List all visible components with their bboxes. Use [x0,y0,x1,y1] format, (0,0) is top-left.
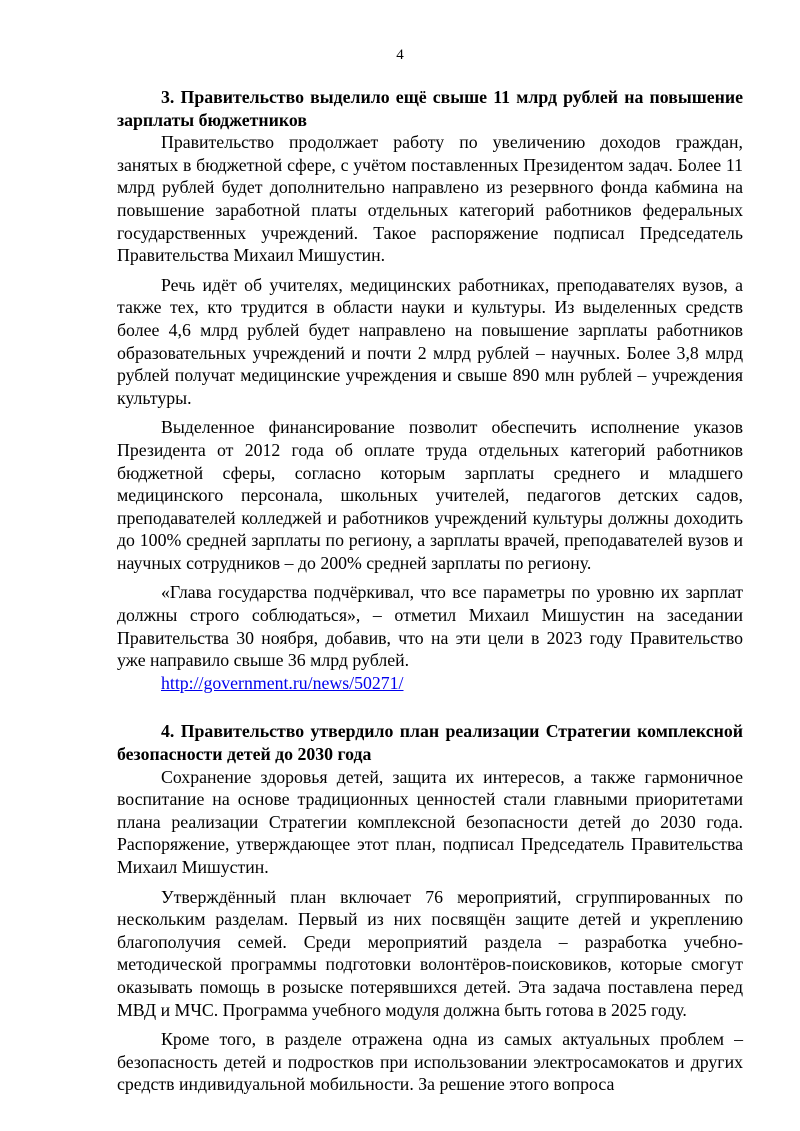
paragraph: Правительство продолжает работу по увеличению доходов граждан, занятых в бюджетной сфере, с учётом поставленных Президентом задач. Более 11 млрд рублей будет дополнительно направлено из резервного фонда кабмина на повышение заработной платы отдельных категорий работников федеральных государственных учреждений. Такое распоряжение подписал Председатель Правительства Михаил Мишустин. [117,132,743,266]
section-title: 4. Правительство утвердило план реализации Стратегии комплексной безопасности детей до 2030 года [117,721,743,765]
paragraph: «Глава государства подчёркивал, что все параметры по уровню их зарплат должны строго соблюдаться», – отметил Михаил Мишустин на заседании Правительства 30 ноября, добавив, что на эти цели в 2023 году Правительство уже направило свыше 36 млрд рублей. [117,582,743,671]
section-spacer [117,694,743,720]
source-link[interactable]: http://government.ru/news/50271/ [161,672,404,693]
section-title: 3. Правительство выделило ещё свыше 11 млрд рублей на повышение зарплаты бюджетников [117,87,743,130]
paragraph: Утверждённый план включает 76 мероприятий, сгруппированных по нескольким разделам. Первый из них посвящён защите детей и укреплению благополучия семей. Среди мероприятий раздела – разработка учебно-методической программы подготовки волонтёров-поисковиков, которые смогут оказывать помощь в розыске потерявшихся детей. Эта задача поставлена перед МВД и МЧС. Программа учебного модуля должна быть готова в 2025 году. [117,886,743,1020]
document-body [117,86,743,1096]
paragraph: Выделенное финансирование позволит обеспечить исполнение указов Президента от 2012 года об оплате труда отдельных категорий работников бюджетной сферы, согласно которым зарплаты среднего и младшего медицинского персонала, школьных учителей, педагогов детских садов, преподавателей колледжей и работников учреждений культуры должны доходить до 100% средней зарплаты по региону, а зарплаты врачей, преподавателей вузов и научных сотрудников – до 200% средней зарплаты по региону. [117,417,743,573]
page-number: 4 [396,47,404,63]
paragraph: Речь идёт об учителях, медицинских работниках, преподавателях вузов, а также тех, кто трудится в области науки и культуры. Из выделенных средств более 4,6 млрд рублей будет направлено на повышение зарплаты работников образовательных учреждений и почти 2 млрд рублей – научных. Более 3,8 млрд рублей получат медицинские учреждения и свыше 890 млн рублей – учреждения культуры. [117,274,743,408]
source-link-row [117,672,743,695]
paragraph: Сохранение здоровья детей, защита их интересов, а также гармоничное воспитание на основе традиционных ценностей стали главными приоритетами плана реализации Стратегии комплексной безопасности детей до 2030 года. Распоряжение, утверждающее этот план, подписал Председатель Правительства Михаил Мишустин. [117,766,743,877]
paragraph: Кроме того, в разделе отражена одна из самых актуальных проблем – безопасность детей и подростков при использовании электросамокатов и других средств индивидуальной мобильности. За решение этого вопроса [117,1029,743,1095]
